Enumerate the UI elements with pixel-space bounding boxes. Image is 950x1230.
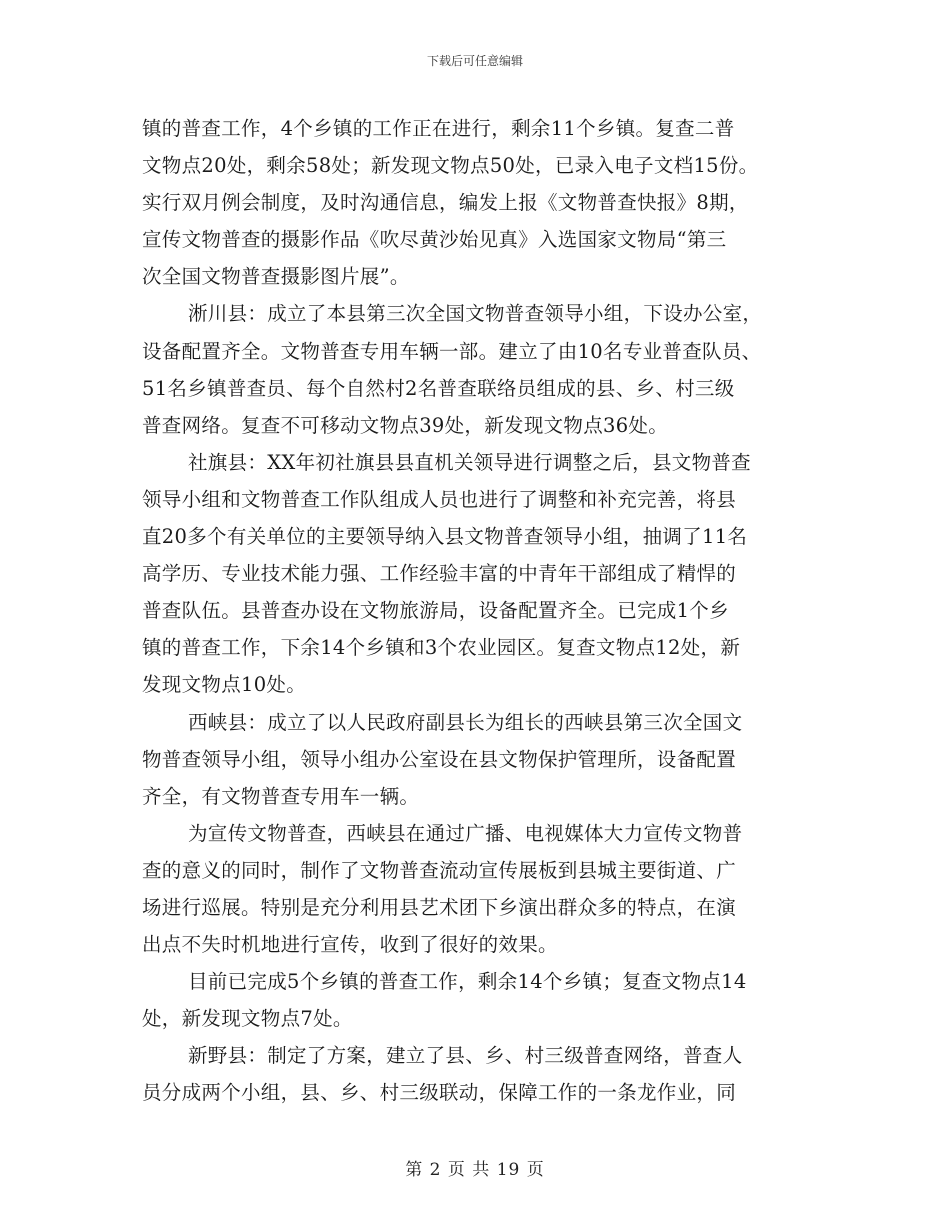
- text-line: 实行双月例会制度，及时沟通信息，编发上报《文物普查快报》8期，: [142, 191, 749, 215]
- page-number: 第 2 页 共 19 页: [405, 1160, 545, 1180]
- paragraph-first-line: 西峡县：成立了以人民政府副县长为组长的西峡县第三次全国文: [188, 710, 743, 734]
- text-line: 场进行巡展。特别是充分利用县艺术团下乡演出群众多的特点，在演: [142, 895, 737, 919]
- document-body: [142, 110, 822, 1112]
- text-line: 领导小组和文物普查工作队组成人员也进行了调整和补充完善，将县: [142, 487, 737, 511]
- text-line: 出点不失时机地进行宣传，收到了很好的效果。: [142, 933, 558, 957]
- text-line: 宣传文物普查的摄影作品《吹尽黄沙始见真》入选国家文物局“第三: [142, 228, 727, 252]
- paragraph-first-line: 社旗县：XX年初社旗县县直机关领导进行调整之后，县文物普查: [188, 450, 751, 474]
- text-line: 发现文物点10处。: [142, 673, 307, 697]
- text-line: 直20多个有关单位的主要领导纳入县文物普查领导小组，抽调了11名: [142, 525, 748, 549]
- text-line: 处，新发现文物点7处。: [142, 1007, 353, 1031]
- text-line: 镇的普查工作，下余14个乡镇和3个农业园区。复查文物点12处，新: [142, 636, 741, 660]
- text-line: 普查网络。复查不可移动文物点39处，新发现文物点36处。: [142, 413, 669, 437]
- text-line: 高学历、专业技术能力强、工作经验丰富的中青年干部组成了精悍的: [142, 562, 737, 586]
- text-line: 设备配置齐全。文物普查专用车辆一部。建立了由10名专业普查队员、: [142, 339, 762, 363]
- paragraph-first-line: 为宣传文物普查，西峡县在通过广播、电视媒体大力宣传文物普: [188, 821, 743, 845]
- text-line: 次全国文物普查摄影图片展”。: [142, 265, 410, 289]
- paragraph-first-line: 新野县：制定了方案，建立了县、乡、村三级普查网络，普查人: [188, 1044, 743, 1068]
- text-line: 51名乡镇普查员、每个自然村2名普查联络员组成的县、乡、村三级: [142, 376, 735, 400]
- text-line: 文物点20处，剩余58处；新发现文物点50处，已录入电子文档15份。: [142, 154, 759, 178]
- paragraph-first-line: 目前已完成5个乡镇的普查工作，剩余14个乡镇；复查文物点14: [188, 970, 747, 994]
- text-line: 查的意义的同时，制作了文物普查流动宣传展板到县城主要街道、广: [142, 858, 737, 882]
- text-line: 普查队伍。县普查办设在文物旅游局，设备配置齐全。已完成1个乡: [142, 599, 729, 623]
- page-header-note: 下载后可任意编辑: [426, 54, 523, 68]
- text-line: 齐全，有文物普查专用车一辆。: [142, 784, 420, 808]
- text-line: 员分成两个小组，县、乡、村三级联动，保障工作的一条龙作业，同: [142, 1081, 737, 1105]
- text-line: 物普查领导小组，领导小组办公室设在县文物保护管理所，设备配置: [142, 747, 737, 771]
- paragraph-first-line: 淅川县：成立了本县第三次全国文物普查领导小组，下设办公室，: [188, 302, 763, 326]
- text-line: 镇的普查工作，4个乡镇的工作正在进行，剩余11个乡镇。复查二普: [142, 117, 735, 140]
